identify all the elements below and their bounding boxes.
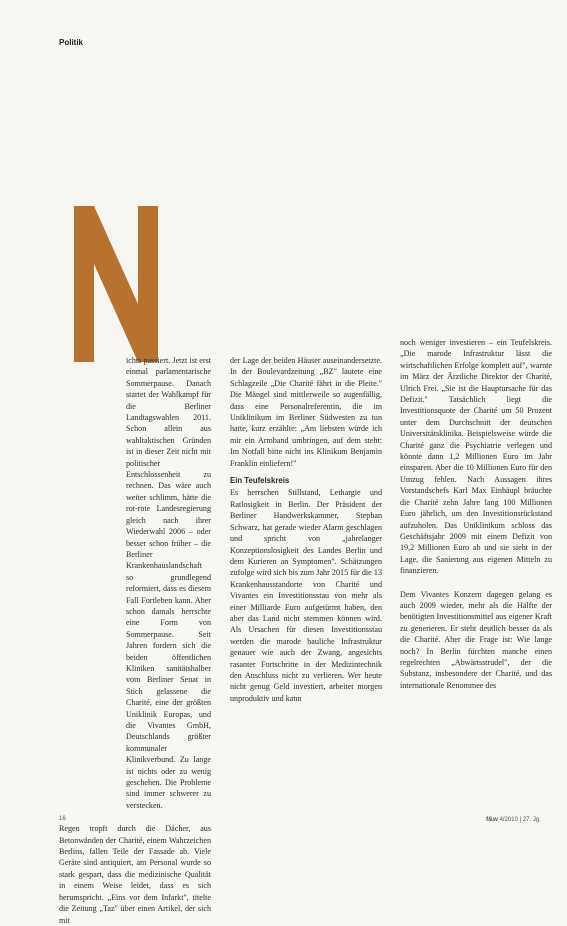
article-column-1 (59, 355, 211, 926)
magazine-name: f&w (486, 816, 498, 823)
article-column-2 (230, 355, 382, 704)
dropcap-letter (74, 206, 158, 362)
article-column-3 (400, 337, 552, 691)
lead-paragraph: ichts passiert. Jetzt ist erst einmal parlamentarische Sommerpause. Danach startet der Wahlkampf für die Berliner Landtagswahlen 2011. Schon allein aus wahltaktischen Gründen ist in dieser Zeit nicht mit politischer Entschlossenheit zu rechnen. Das wäre auch weiter schlimm, hätte die rot-rote Landesregierung gleich nach ihrer Wiederwahl 2006 – oder besser schon früher – die Berliner Krankenhauslandschaft so grundlegend reformiert, dass es diesem Fall Fortleben kann. Aber schon damals herrschte eine Form von Sommerpause. Seit Jahren fordern sich die beiden öffentlichen Kliniken sanitätshalber vom Berliner Senat in Stich gelassene die Charité, eine der größten Uniklinik Europas, und die Vivantes GmbH, Deutschlands größter kommunaler Klinikverbund. Zu lange ist nichts oder zu wenig geschehen. Die Probleme sind immer schwerer zu verstecken. (126, 356, 211, 810)
section-label: Politik (59, 38, 84, 47)
issue-number: 4/2010 | 27. Jg. (499, 817, 541, 823)
page-number: 16 (59, 816, 66, 822)
paragraph: Dem Vivantes Konzern dagegen gelang es auch 2009 wieder, mehr als die Hälfte der benötigten Investitionsmittel aus eigener Kraft zu generieren. Er steht deutlich besser da als die Charité. Aber die Frage ist: Wie lange noch? In Berlin fürchten manche einen regelrechten „Abwärtsstrudel", der die Substanz, insbesondere der Charité, und das internationale Renommee des (400, 589, 552, 690)
subheading: Ein Teufelskreis (230, 476, 290, 486)
paragraph: Regen tropft durch die Dächer, aus Betonwänden der Charité, einem Wahrzeichen Berlins, fallen Teile der Fassade ab. Viele Geräte sind antiquiert, am Personal wurde so stark gespart, dass die medizinische Qualität in einem Weise leidet, dass es sich herumspricht. „Eins vor dem Infarkt", titelte die Zeitung „Taz" über einen Artikel, der sich mit (59, 824, 211, 925)
paragraph: noch weniger investieren – ein Teufelskreis. „Die marode Infrastruktur lässt die wirtschaftlichen Erfolge komplett auf", warnte im März der Ärztliche Direktor der Charité, Ulrich Frei. „Sie ist die Hauptursache für das Defizit." Tatsächlich liegt die Investitionsquote der Charité um 50 Prozent unter dem Durchschnitt der deutschen Universitätsklinika. Beispielsweise würde die Charité ganz die Psychiatrie verlegen und könnte dann 1,2 Millionen Euro im Jahr einsparen. Aber die 10 Millionen Euro für den Umzug fehlen. Nach Aussagen ihres Vorstandschefs Karl Max Einhäupl bräuchte die Charité zehn Jahre lang 100 Millionen Euro jährlich, um den Investitionsrückstand aufzuholen. Das Uniklinikum schloss das Geschäftsjahr 2009 mit einem Defizit von 19,2 Millionen Euro ab und sie sieht in der Lage, die Sanierung aus eigenen Mitteln zu finanzieren. (400, 338, 552, 576)
paragraph: der Lage der beiden Häuser auseinandersetzte. In der Boulevardzeitung „BZ" lautete eine Schlagzeile „Die Charité fährt in die Pleite." Die Mängel sind mittlerweile so augenfällig, dass eine Personalreferentin, die im Uniklinikum im Berliner Südwesten zu tun hatte, kurz erzählte: „Am liebsten würde ich mir ein Armband umbringen, auf dem steht: Im Notfall bitte nicht ins Klinikum Benjamin Franklin einliefern!" (230, 356, 382, 468)
paragraph: Es herrschen Stillstand, Lethargie und Ratlosigkeit in Berlin. Der Präsident der Berliner Handwerkskammer, Stephan Schwarz, hat gerade wieder Alarm geschlagen und spricht von „jahrelanger Konzeptionslosigkeit des Landes Berlin und dem Kurieren an Symptomen". Schätzungen zufolge wird sich bis zum Jahr 2015 für die 13 Krankenhausstandorte von Charité und Vivantes ein Investitionsstau von mehr als einer Milliarde Euro aufgetürmt haben, den aber das Land nicht stemmen können wird. Als Ursachen für diesen Investitionsstau werden die marode bauliche Infrastruktur genauer wie auch der Zwang, angesichts rasanter Fortschritte in der Medizintechnik den Anschluss nicht zu verlieren. Wer heute nicht genug Geld investiert, arbeitet morgen unproduktiv und kann (230, 488, 382, 703)
issue-info (486, 816, 541, 823)
